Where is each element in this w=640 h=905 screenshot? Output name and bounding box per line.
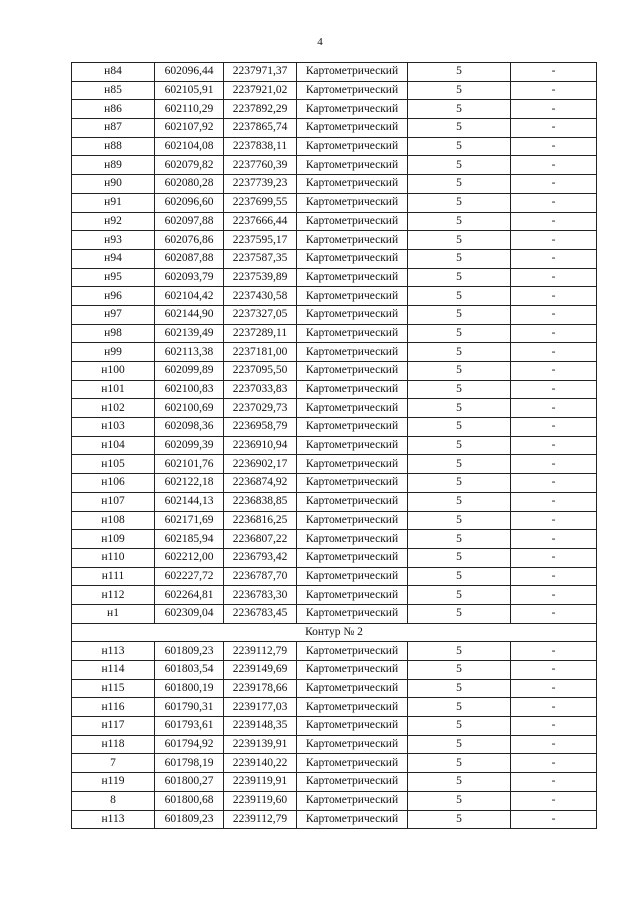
- contour-header-row: [72, 623, 597, 642]
- accuracy-cell: 5: [408, 193, 511, 212]
- x-coordinate-cell: 602122,18: [155, 474, 224, 493]
- accuracy-cell: 5: [408, 287, 511, 306]
- method-cell: Картометрический: [297, 193, 408, 212]
- table-row: [72, 81, 597, 100]
- method-cell: Картометрический: [297, 249, 408, 268]
- table-row: [72, 137, 597, 156]
- description-cell: -: [511, 362, 597, 381]
- description-cell: -: [511, 193, 597, 212]
- method-cell: Картометрический: [297, 156, 408, 175]
- accuracy-cell: 5: [408, 343, 511, 362]
- x-coordinate-cell: 602096,60: [155, 193, 224, 212]
- y-coordinate-cell: 2236816,25: [224, 511, 297, 530]
- method-cell: Картометрический: [297, 548, 408, 567]
- accuracy-cell: 5: [408, 735, 511, 754]
- description-cell: -: [511, 119, 597, 138]
- point-name-cell: н98: [72, 324, 155, 343]
- x-coordinate-cell: 601800,19: [155, 679, 224, 698]
- y-coordinate-cell: 2239139,91: [224, 735, 297, 754]
- table-row: [72, 399, 597, 418]
- description-cell: -: [511, 661, 597, 680]
- point-name-cell: н105: [72, 455, 155, 474]
- point-name-cell: н87: [72, 119, 155, 138]
- y-coordinate-cell: 2237921,02: [224, 81, 297, 100]
- page-number: 4: [317, 36, 323, 48]
- description-cell: -: [511, 791, 597, 810]
- y-coordinate-cell: 2237699,55: [224, 193, 297, 212]
- method-cell: Картометрический: [297, 754, 408, 773]
- method-cell: Картометрический: [297, 492, 408, 511]
- table-row: [72, 362, 597, 381]
- description-cell: -: [511, 735, 597, 754]
- x-coordinate-cell: 602144,13: [155, 492, 224, 511]
- accuracy-cell: 5: [408, 249, 511, 268]
- x-coordinate-cell: 602093,79: [155, 268, 224, 287]
- point-name-cell: н117: [72, 717, 155, 736]
- method-cell: Картометрический: [297, 679, 408, 698]
- y-coordinate-cell: 2236902,17: [224, 455, 297, 474]
- description-cell: -: [511, 474, 597, 493]
- description-cell: -: [511, 81, 597, 100]
- table-row: [72, 268, 597, 287]
- accuracy-cell: 5: [408, 418, 511, 437]
- table-row: [72, 511, 597, 530]
- x-coordinate-cell: 602076,86: [155, 231, 224, 250]
- y-coordinate-cell: 2237033,83: [224, 380, 297, 399]
- table-row: [72, 717, 597, 736]
- description-cell: -: [511, 324, 597, 343]
- x-coordinate-cell: 601790,31: [155, 698, 224, 717]
- table-row: [72, 119, 597, 138]
- point-name-cell: н115: [72, 679, 155, 698]
- point-name-cell: н100: [72, 362, 155, 381]
- method-cell: Картометрический: [297, 642, 408, 661]
- point-name-cell: н113: [72, 810, 155, 829]
- method-cell: Картометрический: [297, 231, 408, 250]
- method-cell: Картометрический: [297, 63, 408, 82]
- point-name-cell: н91: [72, 193, 155, 212]
- point-name-cell: н85: [72, 81, 155, 100]
- coordinates-table-body: [72, 63, 597, 829]
- point-name-cell: н95: [72, 268, 155, 287]
- x-coordinate-cell: 602107,92: [155, 119, 224, 138]
- method-cell: Картометрический: [297, 100, 408, 119]
- y-coordinate-cell: 2237595,17: [224, 231, 297, 250]
- table-row: [72, 193, 597, 212]
- accuracy-cell: 5: [408, 268, 511, 287]
- accuracy-cell: 5: [408, 81, 511, 100]
- method-cell: Картометрический: [297, 212, 408, 231]
- accuracy-cell: 5: [408, 698, 511, 717]
- table-row: [72, 679, 597, 698]
- x-coordinate-cell: 602227,72: [155, 567, 224, 586]
- y-coordinate-cell: 2236910,94: [224, 436, 297, 455]
- point-name-cell: н110: [72, 548, 155, 567]
- point-name-cell: н84: [72, 63, 155, 82]
- point-name-cell: н90: [72, 175, 155, 194]
- point-name-cell: н111: [72, 567, 155, 586]
- x-coordinate-cell: 601809,23: [155, 642, 224, 661]
- x-coordinate-cell: 602185,94: [155, 530, 224, 549]
- y-coordinate-cell: 2236787,70: [224, 567, 297, 586]
- description-cell: -: [511, 511, 597, 530]
- point-name-cell: н102: [72, 399, 155, 418]
- accuracy-cell: 5: [408, 717, 511, 736]
- accuracy-cell: 5: [408, 380, 511, 399]
- y-coordinate-cell: 2239140,22: [224, 754, 297, 773]
- accuracy-cell: 5: [408, 492, 511, 511]
- description-cell: -: [511, 773, 597, 792]
- table-row: [72, 586, 597, 605]
- y-coordinate-cell: 2239178,66: [224, 679, 297, 698]
- x-coordinate-cell: 602097,88: [155, 212, 224, 231]
- x-coordinate-cell: 602101,76: [155, 455, 224, 474]
- y-coordinate-cell: 2239119,60: [224, 791, 297, 810]
- y-coordinate-cell: 2237095,50: [224, 362, 297, 381]
- method-cell: Картометрический: [297, 810, 408, 829]
- x-coordinate-cell: 601803,54: [155, 661, 224, 680]
- method-cell: Картометрический: [297, 530, 408, 549]
- x-coordinate-cell: 601793,61: [155, 717, 224, 736]
- description-cell: -: [511, 156, 597, 175]
- table-row: [72, 418, 597, 437]
- description-cell: -: [511, 63, 597, 82]
- description-cell: -: [511, 548, 597, 567]
- x-coordinate-cell: 601800,68: [155, 791, 224, 810]
- y-coordinate-cell: 2237327,05: [224, 305, 297, 324]
- description-cell: -: [511, 231, 597, 250]
- accuracy-cell: 5: [408, 399, 511, 418]
- x-coordinate-cell: 602080,28: [155, 175, 224, 194]
- point-name-cell: н119: [72, 773, 155, 792]
- table-row: [72, 530, 597, 549]
- accuracy-cell: 5: [408, 231, 511, 250]
- description-cell: -: [511, 268, 597, 287]
- method-cell: Картометрический: [297, 343, 408, 362]
- point-name-cell: н96: [72, 287, 155, 306]
- accuracy-cell: 5: [408, 175, 511, 194]
- method-cell: Картометрический: [297, 698, 408, 717]
- method-cell: Картометрический: [297, 567, 408, 586]
- description-cell: -: [511, 455, 597, 474]
- table-row: [72, 810, 597, 829]
- table-row: [72, 661, 597, 680]
- accuracy-cell: 5: [408, 362, 511, 381]
- method-cell: Картометрический: [297, 436, 408, 455]
- table-row: [72, 175, 597, 194]
- point-name-cell: н104: [72, 436, 155, 455]
- x-coordinate-cell: 602212,00: [155, 548, 224, 567]
- table-row: [72, 212, 597, 231]
- method-cell: Картометрический: [297, 380, 408, 399]
- method-cell: Картометрический: [297, 604, 408, 623]
- description-cell: -: [511, 436, 597, 455]
- accuracy-cell: 5: [408, 530, 511, 549]
- point-name-cell: н92: [72, 212, 155, 231]
- accuracy-cell: 5: [408, 474, 511, 493]
- x-coordinate-cell: 602139,49: [155, 324, 224, 343]
- accuracy-cell: 5: [408, 100, 511, 119]
- y-coordinate-cell: 2239119,91: [224, 773, 297, 792]
- x-coordinate-cell: 602110,29: [155, 100, 224, 119]
- point-name-cell: н101: [72, 380, 155, 399]
- description-cell: -: [511, 679, 597, 698]
- y-coordinate-cell: 2237865,74: [224, 119, 297, 138]
- table-row: [72, 231, 597, 250]
- accuracy-cell: 5: [408, 548, 511, 567]
- accuracy-cell: 5: [408, 305, 511, 324]
- accuracy-cell: 5: [408, 436, 511, 455]
- description-cell: -: [511, 287, 597, 306]
- method-cell: Картометрический: [297, 399, 408, 418]
- y-coordinate-cell: 2237760,39: [224, 156, 297, 175]
- y-coordinate-cell: 2237430,58: [224, 287, 297, 306]
- accuracy-cell: 5: [408, 324, 511, 343]
- table-row: [72, 492, 597, 511]
- description-cell: -: [511, 604, 597, 623]
- description-cell: -: [511, 343, 597, 362]
- point-name-cell: н108: [72, 511, 155, 530]
- x-coordinate-cell: 601800,27: [155, 773, 224, 792]
- method-cell: Картометрический: [297, 324, 408, 343]
- table-row: [72, 305, 597, 324]
- x-coordinate-cell: 602105,91: [155, 81, 224, 100]
- table-row: [72, 754, 597, 773]
- x-coordinate-cell: 602144,90: [155, 305, 224, 324]
- description-cell: -: [511, 212, 597, 231]
- x-coordinate-cell: 602104,42: [155, 287, 224, 306]
- description-cell: -: [511, 810, 597, 829]
- description-cell: -: [511, 137, 597, 156]
- y-coordinate-cell: 2239177,03: [224, 698, 297, 717]
- accuracy-cell: 5: [408, 212, 511, 231]
- accuracy-cell: 5: [408, 567, 511, 586]
- description-cell: -: [511, 249, 597, 268]
- contour-label: Контур № 2: [72, 623, 597, 642]
- accuracy-cell: 5: [408, 604, 511, 623]
- point-name-cell: н118: [72, 735, 155, 754]
- table-row: [72, 436, 597, 455]
- x-coordinate-cell: 602098,36: [155, 418, 224, 437]
- point-name-cell: н116: [72, 698, 155, 717]
- y-coordinate-cell: 2236783,30: [224, 586, 297, 605]
- x-coordinate-cell: 602104,08: [155, 137, 224, 156]
- x-coordinate-cell: 601794,92: [155, 735, 224, 754]
- table-row: [72, 698, 597, 717]
- method-cell: Картометрический: [297, 586, 408, 605]
- y-coordinate-cell: 2239148,35: [224, 717, 297, 736]
- y-coordinate-cell: 2237838,11: [224, 137, 297, 156]
- table-row: [72, 642, 597, 661]
- x-coordinate-cell: 602096,44: [155, 63, 224, 82]
- table-row: [72, 343, 597, 362]
- x-coordinate-cell: 602309,04: [155, 604, 224, 623]
- table-row: [72, 287, 597, 306]
- description-cell: -: [511, 586, 597, 605]
- description-cell: -: [511, 717, 597, 736]
- accuracy-cell: 5: [408, 810, 511, 829]
- y-coordinate-cell: 2237892,29: [224, 100, 297, 119]
- point-name-cell: 7: [72, 754, 155, 773]
- point-name-cell: н89: [72, 156, 155, 175]
- point-name-cell: н107: [72, 492, 155, 511]
- table-row: [72, 604, 597, 623]
- accuracy-cell: 5: [408, 661, 511, 680]
- table-row: [72, 380, 597, 399]
- accuracy-cell: 5: [408, 679, 511, 698]
- description-cell: -: [511, 530, 597, 549]
- description-cell: -: [511, 418, 597, 437]
- accuracy-cell: 5: [408, 119, 511, 138]
- table-row: [72, 773, 597, 792]
- method-cell: Картометрический: [297, 418, 408, 437]
- description-cell: -: [511, 100, 597, 119]
- y-coordinate-cell: 2236958,79: [224, 418, 297, 437]
- point-name-cell: н112: [72, 586, 155, 605]
- table-row: [72, 249, 597, 268]
- x-coordinate-cell: 602264,81: [155, 586, 224, 605]
- description-cell: -: [511, 698, 597, 717]
- method-cell: Картометрический: [297, 305, 408, 324]
- method-cell: Картометрический: [297, 717, 408, 736]
- point-name-cell: н93: [72, 231, 155, 250]
- method-cell: Картометрический: [297, 791, 408, 810]
- x-coordinate-cell: 602100,69: [155, 399, 224, 418]
- point-name-cell: н99: [72, 343, 155, 362]
- description-cell: -: [511, 492, 597, 511]
- x-coordinate-cell: 602087,88: [155, 249, 224, 268]
- accuracy-cell: 5: [408, 586, 511, 605]
- method-cell: Картометрический: [297, 119, 408, 138]
- point-name-cell: н1: [72, 604, 155, 623]
- method-cell: Картометрический: [297, 735, 408, 754]
- x-coordinate-cell: 601798,19: [155, 754, 224, 773]
- y-coordinate-cell: 2236783,45: [224, 604, 297, 623]
- accuracy-cell: 5: [408, 156, 511, 175]
- point-name-cell: н88: [72, 137, 155, 156]
- point-name-cell: н113: [72, 642, 155, 661]
- accuracy-cell: 5: [408, 754, 511, 773]
- y-coordinate-cell: 2236807,22: [224, 530, 297, 549]
- description-cell: -: [511, 175, 597, 194]
- y-coordinate-cell: 2239112,79: [224, 642, 297, 661]
- y-coordinate-cell: 2237739,23: [224, 175, 297, 194]
- method-cell: Картометрический: [297, 268, 408, 287]
- y-coordinate-cell: 2236874,92: [224, 474, 297, 493]
- table-row: [72, 324, 597, 343]
- x-coordinate-cell: 602099,39: [155, 436, 224, 455]
- description-cell: -: [511, 399, 597, 418]
- method-cell: Картометрический: [297, 661, 408, 680]
- table-row: [72, 455, 597, 474]
- table-row: [72, 567, 597, 586]
- table-row: [72, 548, 597, 567]
- point-name-cell: н94: [72, 249, 155, 268]
- point-name-cell: н86: [72, 100, 155, 119]
- method-cell: Картометрический: [297, 362, 408, 381]
- method-cell: Картометрический: [297, 137, 408, 156]
- method-cell: Картометрический: [297, 287, 408, 306]
- y-coordinate-cell: 2237587,35: [224, 249, 297, 268]
- method-cell: Картометрический: [297, 175, 408, 194]
- description-cell: -: [511, 642, 597, 661]
- y-coordinate-cell: 2239149,69: [224, 661, 297, 680]
- point-name-cell: н106: [72, 474, 155, 493]
- x-coordinate-cell: 602099,89: [155, 362, 224, 381]
- accuracy-cell: 5: [408, 137, 511, 156]
- y-coordinate-cell: 2237029,73: [224, 399, 297, 418]
- point-name-cell: н114: [72, 661, 155, 680]
- description-cell: -: [511, 305, 597, 324]
- table-row: [72, 63, 597, 82]
- point-name-cell: н103: [72, 418, 155, 437]
- y-coordinate-cell: 2239112,79: [224, 810, 297, 829]
- accuracy-cell: 5: [408, 791, 511, 810]
- method-cell: Картометрический: [297, 511, 408, 530]
- y-coordinate-cell: 2237666,44: [224, 212, 297, 231]
- accuracy-cell: 5: [408, 773, 511, 792]
- y-coordinate-cell: 2237181,00: [224, 343, 297, 362]
- accuracy-cell: 5: [408, 63, 511, 82]
- point-name-cell: 8: [72, 791, 155, 810]
- point-name-cell: н109: [72, 530, 155, 549]
- x-coordinate-cell: 602113,38: [155, 343, 224, 362]
- table-row: [72, 100, 597, 119]
- table-row: [72, 156, 597, 175]
- description-cell: -: [511, 567, 597, 586]
- method-cell: Картометрический: [297, 455, 408, 474]
- coordinates-table: [71, 62, 597, 829]
- method-cell: Картометрический: [297, 81, 408, 100]
- method-cell: Картометрический: [297, 474, 408, 493]
- y-coordinate-cell: 2237539,89: [224, 268, 297, 287]
- accuracy-cell: 5: [408, 642, 511, 661]
- y-coordinate-cell: 2236793,42: [224, 548, 297, 567]
- accuracy-cell: 5: [408, 455, 511, 474]
- table-row: [72, 474, 597, 493]
- y-coordinate-cell: 2237971,37: [224, 63, 297, 82]
- y-coordinate-cell: 2236838,85: [224, 492, 297, 511]
- description-cell: -: [511, 754, 597, 773]
- accuracy-cell: 5: [408, 511, 511, 530]
- table-row: [72, 791, 597, 810]
- method-cell: Картометрический: [297, 773, 408, 792]
- description-cell: -: [511, 380, 597, 399]
- x-coordinate-cell: 602100,83: [155, 380, 224, 399]
- x-coordinate-cell: 601809,23: [155, 810, 224, 829]
- point-name-cell: н97: [72, 305, 155, 324]
- x-coordinate-cell: 602079,82: [155, 156, 224, 175]
- x-coordinate-cell: 602171,69: [155, 511, 224, 530]
- table-row: [72, 735, 597, 754]
- y-coordinate-cell: 2237289,11: [224, 324, 297, 343]
